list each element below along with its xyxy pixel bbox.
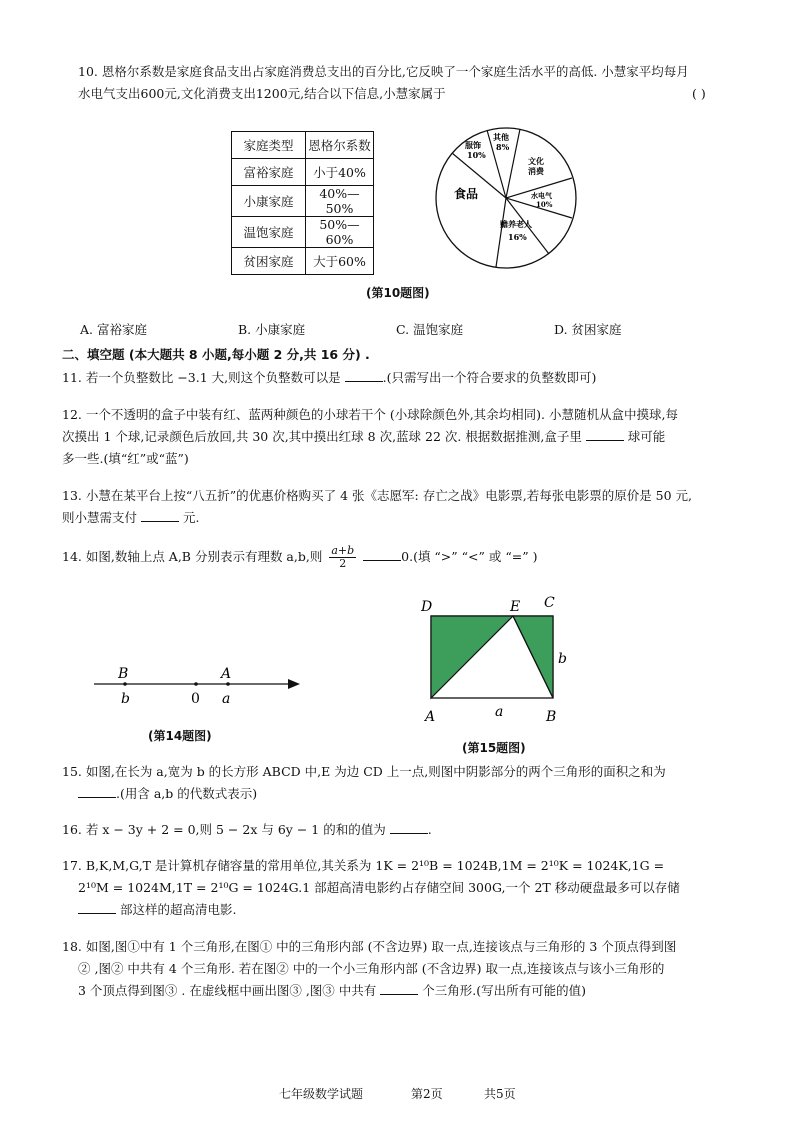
q16 — [62, 819, 754, 841]
q11-text-post: .(只需写出一个符合要求的负整数即可) — [382, 370, 597, 385]
q15-caption: (第15题图) — [462, 741, 526, 755]
table-header: 家庭类型 — [232, 132, 306, 159]
option-b[interactable]: B. 小康家庭 — [238, 322, 306, 337]
q18-line1: 18. 如图,图①中有 1 个三角形,在图① 中的三角形内部 (不含边界) 取一点,连接该点与三角形的 3 个顶点得到图 — [62, 939, 677, 954]
fraction-denominator: 2 — [339, 557, 347, 570]
label-E: E — [510, 599, 521, 615]
q12-text-post: 球可能 — [627, 429, 666, 444]
q14 — [62, 544, 754, 570]
rectangle-figure — [415, 594, 580, 732]
table-cell: 温饱家庭 — [232, 217, 306, 248]
q11-answer-blank[interactable] — [345, 369, 383, 382]
q10-answer-paren: ( ) — [692, 86, 706, 101]
footer-title: 七年级数学试题 — [279, 1087, 364, 1101]
point-a — [226, 682, 230, 686]
footer-total: 共5页 — [484, 1087, 516, 1101]
pie-value-utilities: 10% — [536, 200, 553, 209]
label-A: A — [425, 709, 436, 725]
label-b: b — [121, 691, 130, 707]
point-origin — [194, 682, 198, 686]
q12-answer-blank[interactable] — [586, 428, 624, 441]
q18-answer-blank[interactable] — [380, 982, 418, 995]
q18-line2: ② ,图② 中共有 4 个三角形. 若在图② 中的一个小三角形内部 (不含边界) 取一点,连接该点与该小三角形的 — [78, 961, 665, 976]
q11-text: 11. 若一个负整数比 −3.1 大,则这个负整数可以是 — [62, 370, 341, 385]
q12-line1: 12. 一个不透明的盒子中装有红、蓝两种颜色的小球若干个 (小球除颜色外,其余均相同). 小慧随机从盒中摸球,每 — [62, 407, 678, 422]
point-b — [123, 682, 127, 686]
table-cell: 富裕家庭 — [232, 159, 306, 186]
label-A: A — [221, 666, 232, 682]
pie-label-clothing: 服饰 — [465, 140, 481, 150]
table-row — [232, 217, 374, 248]
q13-line1: 13. 小慧在某平台上按“八五折”的优惠价格购买了 4 张《志愿军: 存亡之战》电影票,若每张电影票的原价是 50 元, — [62, 488, 693, 503]
q16-text-post: . — [427, 822, 432, 837]
option-a[interactable]: A. 富裕家庭 — [80, 322, 147, 337]
number-line-figure — [90, 660, 310, 710]
label-a: a — [222, 691, 231, 707]
option-c[interactable]: C. 温饱家庭 — [396, 322, 464, 337]
q16-answer-blank[interactable] — [390, 821, 428, 834]
label-D: D — [421, 599, 433, 615]
option-d[interactable]: D. 贫困家庭 — [554, 322, 622, 337]
q13-text-post: 元. — [182, 510, 200, 525]
engel-table — [231, 131, 374, 275]
q15-text-post: .(用含 a,b 的代数式表示) — [116, 786, 258, 801]
pie-label-other: 其他 — [493, 132, 509, 142]
q12-line2 — [62, 426, 754, 448]
fraction-numerator: a+b — [331, 544, 355, 557]
pie-label-culture: 文化 — [528, 156, 544, 166]
pie-value-other: 8% — [496, 142, 510, 152]
q14-caption: (第14题图) — [148, 729, 212, 743]
table-cell: 大于60% — [306, 248, 374, 275]
label-B: B — [546, 709, 557, 725]
table-cell: 小康家庭 — [232, 186, 306, 217]
label-C: C — [544, 595, 555, 611]
label-B: B — [118, 666, 129, 682]
table-row — [232, 159, 374, 186]
pie-value-elder: 16% — [508, 232, 527, 242]
table-row — [232, 186, 374, 217]
table-cell: 40%—50% — [306, 186, 374, 217]
q14-text: 14. 如图,数轴上点 A,B 分别表示有理数 a,b,则 — [62, 549, 323, 564]
q17-line3 — [78, 899, 754, 921]
table-row — [232, 248, 374, 275]
q13-text: 则小慧需支付 — [62, 510, 138, 525]
pie-label-food: 食品 — [454, 187, 479, 201]
section-heading: 二、填空题 (本大题共 8 小题,每小题 2 分,共 16 分) . — [62, 347, 370, 362]
q18-text: 3 个顶点得到图③ . 在虚线框中画出图③ ,图③ 中共有 — [78, 983, 377, 998]
q18-text-post: 个三角形.(写出所有可能的值) — [422, 983, 586, 998]
label-b: b — [558, 651, 567, 667]
expense-pie-chart — [432, 126, 580, 270]
q18-line3 — [78, 980, 754, 1002]
q10-line2-text: 水电气支出600元,文化消费支出1200元,结合以下信息,小慧家属于 — [78, 86, 446, 101]
q17-text-post: 部这样的超高清电影. — [119, 902, 237, 917]
table-cell: 小于40% — [306, 159, 374, 186]
q15-line1: 15. 如图,在长为 a,宽为 b 的长方形 ABCD 中,E 为边 CD 上一点,则图中阴影部分的两个三角形的面积之和为 — [62, 764, 666, 779]
q17-line1: 17. B,K,M,G,T 是计算机存储容量的常用单位,其关系为 1K = 2¹⁰B = 1024B,1M = 2¹⁰K = 1024K,1G = — [62, 858, 665, 873]
q15-line2 — [78, 783, 754, 805]
q10-line2 — [78, 83, 754, 105]
table-cell: 50%—60% — [306, 217, 374, 248]
q10-line1: 10. 恩格尔系数是家庭食品支出占家庭消费总支出的百分比,它反映了一个家庭生活水平的高低. 小慧家平均每月 — [78, 64, 689, 79]
label-zero: 0 — [191, 691, 200, 707]
pie-label-elder: 赡养老人 — [500, 219, 532, 229]
table-cell: 贫困家庭 — [232, 248, 306, 275]
footer-page: 第2页 — [411, 1087, 443, 1101]
q15-answer-blank[interactable] — [78, 785, 116, 798]
table-header-row — [232, 132, 374, 159]
label-a: a — [495, 704, 504, 720]
q13-answer-blank[interactable] — [141, 509, 179, 522]
q14-answer-blank[interactable] — [363, 548, 401, 561]
pie-value-clothing: 10% — [467, 150, 486, 160]
arrow-icon — [288, 679, 300, 689]
q17-answer-blank[interactable] — [78, 901, 116, 914]
q12-line3: 多一些.(填“红”或“蓝”) — [62, 451, 189, 466]
q11 — [62, 367, 754, 389]
q14-fraction — [329, 545, 356, 570]
q16-text: 16. 若 x − 3y + 2 = 0,则 5 − 2x 与 6y − 1 的和的值为 — [62, 822, 386, 837]
table-header: 恩格尔系数 — [306, 132, 374, 159]
q12-text: 次摸出 1 个球,记录颜色后放回,共 30 次,其中摸出红球 8 次,蓝球 22 次. 根据数据推测,盒子里 — [62, 429, 582, 444]
q13-line2 — [62, 507, 754, 529]
pie-label-utilities: 水电气 — [531, 191, 552, 200]
pie-label-culture-2: 消费 — [528, 166, 544, 176]
q17-line2: 2¹⁰M = 1024M,1T = 2¹⁰G = 1024G.1 部超高清电影约占存储空间 300G,一个 2T 移动硬盘最多可以存储 — [78, 880, 680, 895]
q10-caption: (第10题图) — [366, 286, 430, 300]
q14-text-post: 0.(填 “>” “<” 或 “=” ) — [401, 549, 538, 564]
